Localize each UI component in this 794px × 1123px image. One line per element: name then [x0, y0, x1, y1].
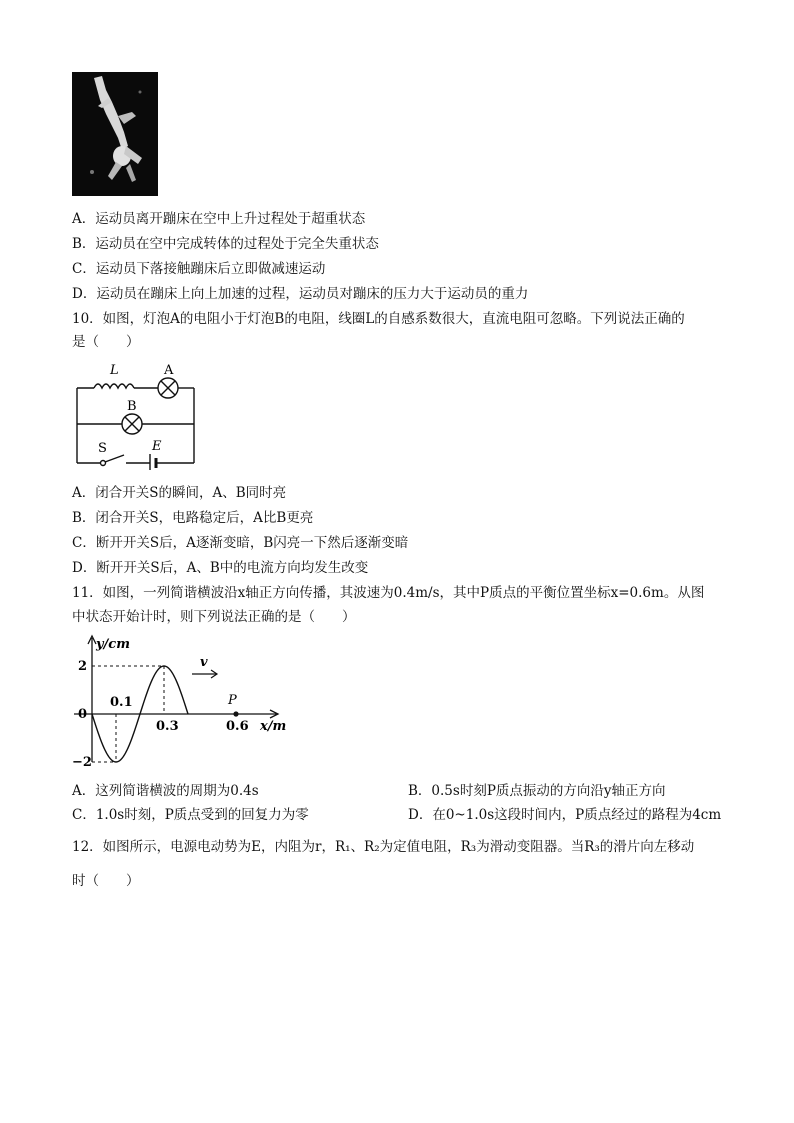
q9-option-a: A．运动员离开蹦床在空中上升过程处于超重状态	[72, 211, 366, 227]
q11-option-a: A．这列简谐横波的周期为0.4s	[72, 783, 259, 799]
q11-wave-graph	[72, 630, 292, 772]
q11-option-d: D．在0~1.0s这段时间内，P质点经过的路程为4cm	[408, 807, 722, 823]
point-p-label: P	[228, 693, 237, 708]
y-axis-label: y/cm	[96, 637, 130, 652]
switch-label: S	[98, 441, 107, 456]
q10-stem-line1: 10．如图，灯泡A的电阻小于灯泡B的电阻，线圈L的自感系数很大，直流电阻可忽略。下列说法正确的	[72, 311, 685, 327]
velocity-label: v	[200, 655, 208, 670]
x-tick-0-3: 0.3	[156, 719, 179, 734]
lamp-b-label: B	[127, 399, 137, 414]
x-axis-label: x/m	[260, 719, 287, 734]
q9-option-c: C．运动员下落接触蹦床后立即做减速运动	[72, 261, 326, 277]
y-tick-0: 0	[78, 707, 88, 722]
q9-option-d: D．运动员在蹦床上向上加速的过程，运动员对蹦床的压力大于运动员的重力	[72, 286, 529, 302]
q10-option-d: D．断开开关S后，A、B中的电流方向均发生改变	[72, 560, 369, 576]
point-p	[233, 711, 238, 716]
lamp-a-label: A	[164, 363, 174, 378]
q10-option-c: C．断开开关S后，A逐渐变暗，B闪亮一下然后逐渐变暗	[72, 535, 409, 551]
q12-stem-line2: 时（ ）	[72, 873, 140, 889]
gymnast-photo	[72, 72, 158, 196]
q11-stem-line1: 11．如图，一列简谐横波沿x轴正方向传播，其波速为0.4m/s，其中P质点的平衡位置坐标x=0.6m。从图	[72, 585, 705, 601]
x-tick-0-1: 0.1	[110, 695, 133, 710]
q10-option-a: A．闭合开关S的瞬间，A、B同时亮	[72, 485, 287, 501]
velocity-arrow	[192, 670, 217, 678]
q10-stem-line2: 是（ ）	[72, 334, 140, 350]
battery-label: E	[152, 439, 162, 454]
gymnast-trampoline-photo-icon	[72, 72, 158, 196]
y-tick-neg2: −2	[72, 755, 92, 770]
q12-stem-line1: 12．如图所示，电源电动势为E，内阻为r，R₁、R₂为定值电阻，R₃为滑动变阻器。当R₃的滑片向左移动	[72, 839, 695, 855]
q9-option-b: B．运动员在空中完成转体的过程处于完全失重状态	[72, 236, 379, 252]
y-tick-2: 2	[78, 659, 88, 674]
q11-stem-line2: 中状态开始计时，则下列说法正确的是（ ）	[72, 609, 356, 625]
q11-option-b: B．0.5s时刻P质点振动的方向沿y轴正方向	[408, 783, 666, 799]
q11-option-c: C．1.0s时刻，P质点受到的回复力为零	[72, 807, 309, 823]
inductor-label: L	[110, 363, 119, 378]
q10-circuit-diagram	[72, 358, 202, 470]
x-tick-0-6: 0.6	[226, 719, 249, 734]
q10-option-b: B．闭合开关S，电路稳定后，A比B更亮	[72, 510, 314, 526]
